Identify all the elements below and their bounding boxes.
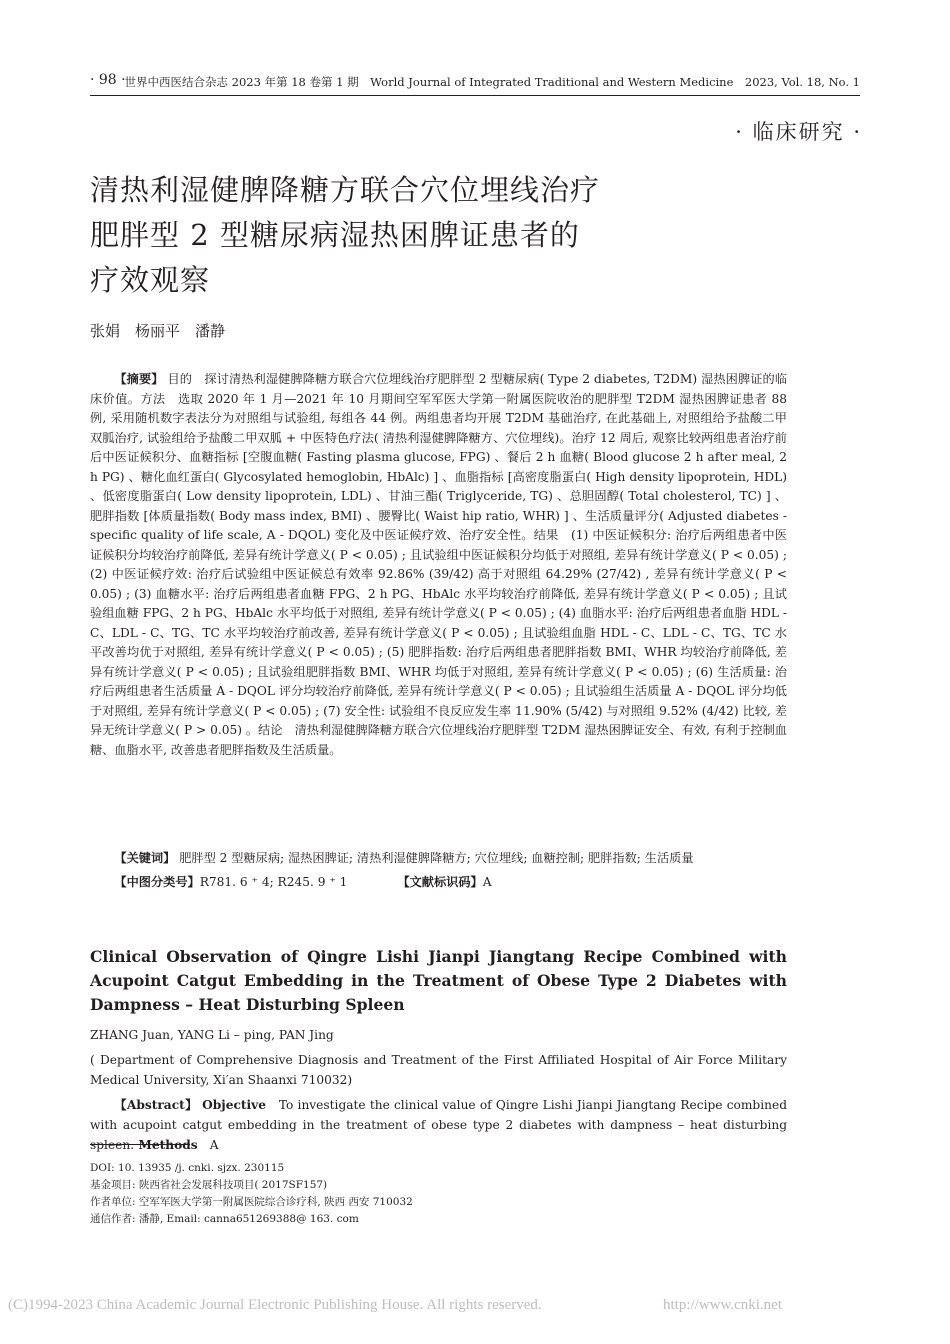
keywords-text: 肥胖型 2 型糖尿病; 湿热困脾证; 清热利湿健脾降糖方; 穴位埋线; 血糖控制; 肥胖指数; 生活质量 [175, 851, 694, 865]
abstract-cn-label: 【摘要】 [114, 372, 164, 386]
title-cn-line: 肥胖型 2 型糖尿病湿热困脾证患者的 [90, 218, 580, 252]
title-cn-line: 清热利湿健脾降糖方联合穴位埋线治疗 [90, 173, 601, 207]
doi: DOI: 10. 13935 /j. cnki. sjzx. 230115 [90, 1162, 285, 1174]
page-number: · 98 · [90, 72, 126, 88]
title-cn-line: 疗效观察 [90, 263, 211, 297]
abstract-cn-text: 目的 探讨清热利湿健脾降糖方联合穴位埋线治疗肥胖型 2 型糖尿病( Type 2 diabetes, T2DM) 湿热困脾证的临床价值。方法 选取 2020 年 1 月—2021 年 10 月期间空军军医大学第一附属医院收治的肥胖型 T2DM 湿热困脾证患者 88 例, 采用随机数字表法分为对照组与试验组, 每组各 44 例。两组患者均开展 T2DM 基础治疗, 在此基础上, 对照组给予盐酸二甲双胍治疗, 试验组给予盐酸二甲双胍 + 中医特色疗法( 清热利湿健脾降糖方、穴位埋线)。治疗 12 周后, 观察比较两组患者治疗前后中医证候积分、血糖指标 [空腹血糖( Fasting plasma glucose, FPG) 、餐后 2 h 血糖( Blood glucose 2 h after meal, 2 h PG) 、糖化血红蛋白( Glycosylated hemoglobin, HbAlc) ] 、血脂指标 [高密度脂蛋白( High density lipoprotein, HDL) 、低密度脂蛋白( Low density lipoprotein, LDL) 、甘油三酯( Triglyceride, TG) 、总胆固醇( Total cholesterol, TC) ] 、肥胖指数 [体质量指数( Body mass index, BMI) 、腰臀比( Waist hip ratio, WHR) ] 、生活质量评分( Adjusted diabetes - specific quality of life scale, A - DQOL) 变化及中医证候疗效、治疗安全性。结果 (1) 中医证候积分: 治疗后两组患者中医证候积分均较治疗前降低, 差异有统计学意义( P < 0.05) ; 且试验组中医证候积分均低于对照组, 差异有统计学意义( P < 0.05) ; (2) 中医证候疗效: 治疗后试验组中医证候总有效率 92.86% (39/42) 高于对照组 64.29% (27/42) , 差异有统计学意义( P < 0.05) ; (3) 血糖水平: 治疗后两组患者血糖 FPG、2 h PG、HbAlc 水平均较治疗前降低, 差异有统计学意义( P < 0.05) ; 且试验组血糖 FPG、2 h PG、HbAlc 水平均低于对照组, 差异有统计学意义( P < 0.05) ; (4) 血脂水平: 治疗后两组患者血脂 HDL - C、LDL - C、TG、TC 水平均较治疗前改善, 差异有统计学意义( P < 0.05) ; 且试验组血脂 HDL - C、LDL - C、TG、TC 水平改善均优于对照组, 差异有统计学意义( P < 0.05) ; (5) 肥胖指数: 治疗后两组患者肥胖指数 BMI、WHR 均较治疗前降低, 差异有统计学意义( P < 0.05) ; 且试验组肥胖指数 BMI、WHR 均低于对照组, 差异有统计学意义( P < 0.05) ; (6) 生活质量: 治疗后两组患者生活质量 A - DQOL 评分均较治疗前降低, 差异有统计学意义( P < 0.05) ; 且试验组生活质量 A - DQOL 评分均低于对照组, 差异有统计学意义( P < 0.05) ; (7) 安全性: 试验组不良反应发生率 11.90% (5/42) 与对照组 9.52% (4/42) 比较, 差异无统计学意义( P > 0.05) 。结论 清热利湿健脾降糖方联合穴位埋线治疗肥胖型 T2DM 湿热困脾证安全、有效, 有利于控制血糖、血脂水平, 改善患者肥胖指数及生活质量。 [90, 372, 788, 757]
corresponding-author: 通信作者: 潘静, Email: canna651269388@ 163. com [90, 1213, 359, 1225]
article-title-cn [90, 168, 750, 303]
header-divider [90, 95, 860, 96]
objective-heading: Objective [197, 1098, 266, 1112]
cnki-link[interactable]: http://www.cnki.net [663, 1297, 783, 1313]
article-title-en: Clinical Observation of Qingre Lishi Jianpi Jiangtang Recipe Combined with Acupoint Catgut Embedding in the Treatment of Obese Type 2 Diabetes with Dampness – Heat Disturbing Spleen [90, 947, 787, 1014]
objective-text: To investigate the clinical value of Qingre Lishi Jianpi Jiangtang Recipe combined with acupoint catgut embedding in the treatment of obese type 2 diabetes with dampness – heat disturbing spleen. [90, 1098, 787, 1152]
footnote-divider [90, 1144, 190, 1145]
copyright-watermark [8, 1297, 942, 1314]
classification-label: 【中图分类号】 [114, 875, 200, 889]
keywords-block [90, 846, 787, 894]
copyright-text: (C)1994-2023 China Academic Journal Electronic Publishing House. All rights reserved. [8, 1297, 542, 1313]
affiliation-en: ( Department of Comprehensive Diagnosis and Treatment of the First Affiliated Hospital of Air Force Military Medical University, Xi′an Shaanxi 710032) [90, 1053, 787, 1087]
footnotes [90, 1160, 413, 1228]
document-code-label: 【文献标识码】 [397, 875, 483, 889]
fund-info: 基金项目: 陕西省社会发展科技项目( 2017SF157) [90, 1179, 328, 1191]
document-code-value: A [482, 875, 492, 889]
abstract-cn [90, 370, 787, 760]
authors-en: ZHANG Juan, YANG Li – ping, PAN Jing [90, 1028, 334, 1042]
classification-value: R781. 6 ⁺ 4; R245. 9 ⁺ 1 [199, 875, 348, 889]
author-unit: 作者单位: 空军军医大学第一附属医院综合诊疗科, 陕西 西安 710032 [90, 1196, 413, 1208]
methods-heading: Methods [134, 1138, 198, 1152]
methods-text: A [197, 1138, 219, 1152]
keywords-label: 【关键词】 [114, 851, 176, 865]
journal-info: 世界中西医结合杂志 2023 年第 18 卷第 1 期 World Journal of Integrated Traditional and Western Medicine 2023, Vol. 18, No. 1 [124, 75, 860, 89]
authors-cn: 张娟 杨丽平 潘静 [90, 322, 226, 340]
abstract-en [90, 1095, 787, 1155]
section-tag: · 临床研究 · [735, 120, 862, 144]
abstract-en-label: 【Abstract】 [114, 1098, 198, 1112]
